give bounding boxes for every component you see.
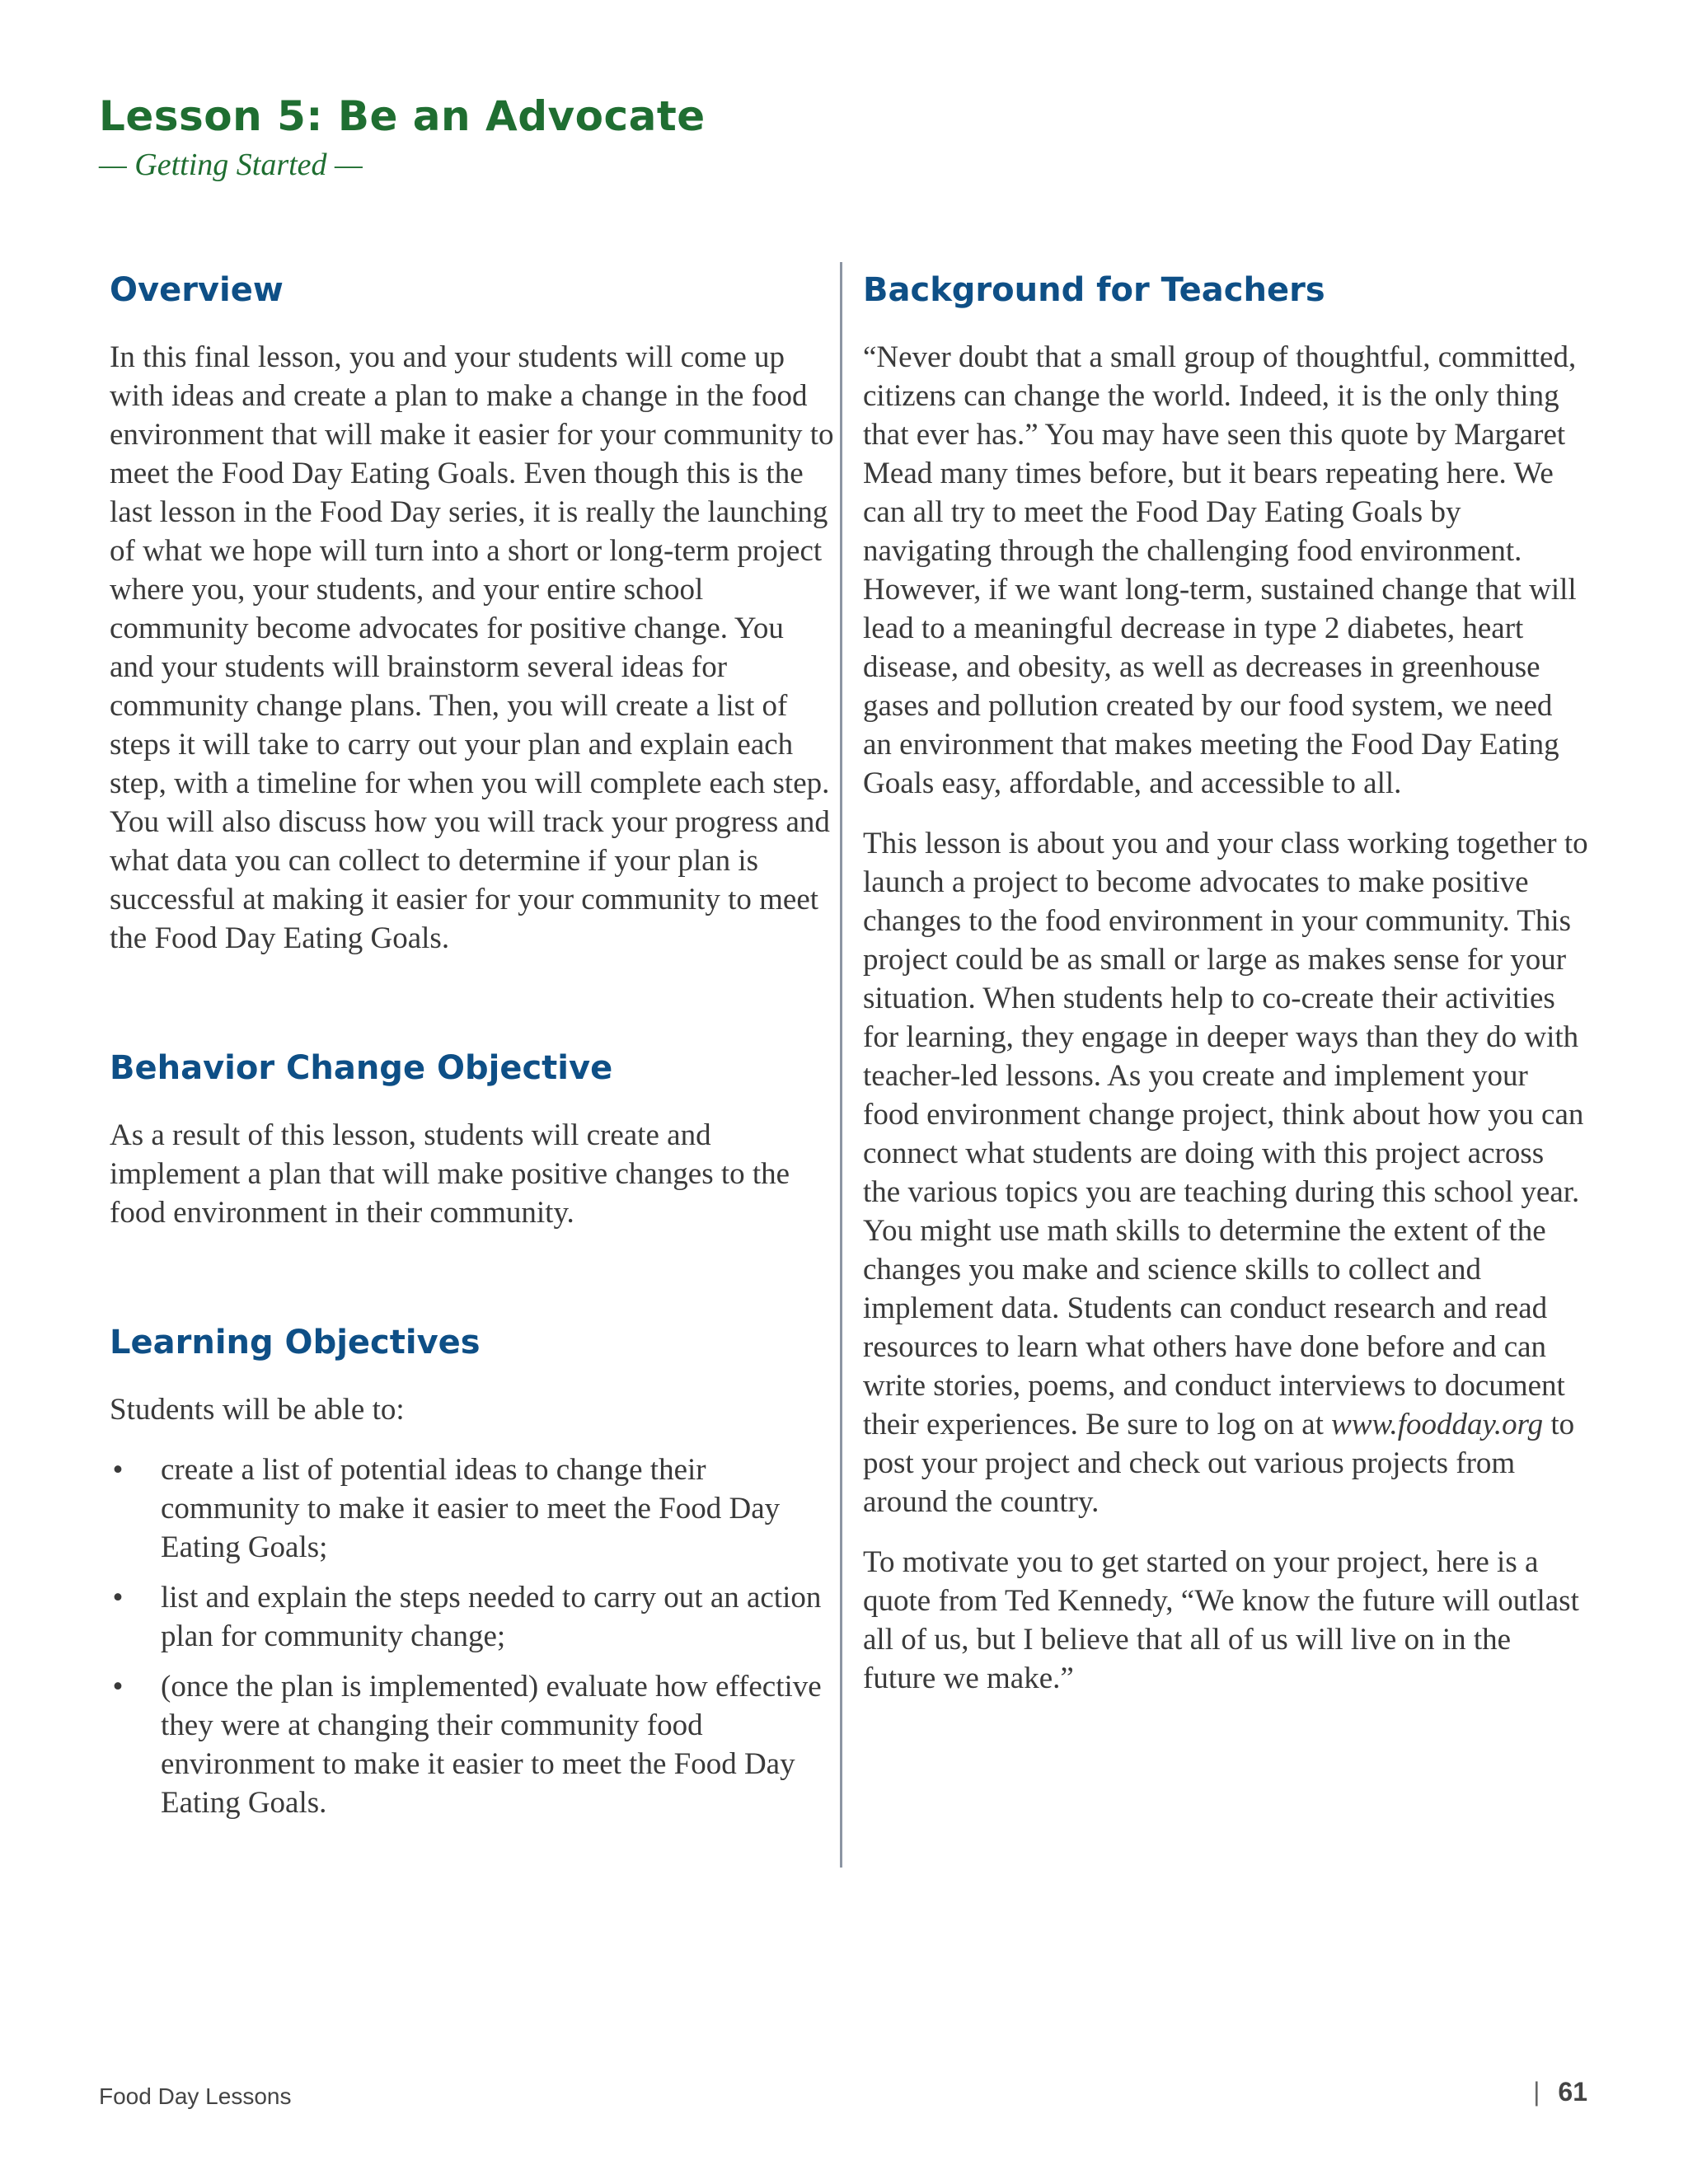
bullet-icon: •	[112, 1670, 124, 1704]
list-item	[110, 1667, 835, 1822]
background-paragraph-1: “Never doubt that a small group of thoughtful, committed, citizens can change the world. Indeed, it is the only thing that ever has.” You may have seen this quote by Margaret Mead many times before, but it bears repeating here. We can all try to meet the Food Day Eating Goals by navigating through the challenging food environment. However, if we want long-term, sustained change that will lead to a meaningful decrease in type 2 diabetes, heart disease, and obesity, as well as decreases in greenhouse gases and pollution created by our food system, we need an environment that makes meeting the Food Day Eating Goals easy, affordable, and accessible to all.	[863, 340, 1577, 800]
background-section	[863, 265, 1588, 1698]
background-paragraph-3: To motivate you to get started on your project, here is a quote from Ted Kennedy, “We know the future will outlast all of us, but I believe that all of us will live on in the future we make.”	[863, 1545, 1579, 1695]
learning-objectives-list	[110, 1451, 835, 1822]
list-item	[110, 1451, 835, 1567]
page-number: 61	[1558, 2077, 1587, 2107]
lesson-title: Lesson 5: Be an Advocate	[99, 92, 706, 140]
lesson-subtitle: — Getting Started —	[99, 148, 363, 182]
behavior-change-text: As a result of this lesson, students will create and implement a plan that will make positive changes to the food environment in their community.	[110, 1118, 790, 1230]
footer-title: Food Day Lessons	[99, 2083, 292, 2109]
learning-objectives-intro: Students will be able to:	[110, 1393, 405, 1427]
bullet-icon: •	[112, 1581, 124, 1615]
learning-objectives-section	[110, 1318, 835, 1822]
foodday-link[interactable]: www.foodday.org	[1331, 1408, 1544, 1441]
list-item-text: (once the plan is implemented) evaluate how effective they were at changing their community food environment to make it easier to meet the Food Day Eating Goals.	[161, 1670, 822, 1820]
paragraph-text: to post your project and check out various projects from around the country.	[863, 1408, 1575, 1519]
background-heading: Background for Teachers	[863, 271, 1325, 309]
page-header	[99, 92, 706, 183]
background-paragraph-2	[863, 824, 1588, 1521]
learning-objectives-heading: Learning Objectives	[110, 1324, 481, 1361]
overview-heading: Overview	[110, 271, 284, 309]
behavior-change-section	[110, 1043, 835, 1232]
list-item-text: create a list of potential ideas to change their community to make it easier to meet the Food Day Eating Goals;	[161, 1453, 781, 1564]
right-column	[863, 265, 1588, 1719]
overview-text: In this final lesson, you and your students will come up with ideas and create a plan to make a change in the food environment that will make it easier for your community to meet the Food Day Eating Goals. Even though this is the last lesson in the Food Day series, it is really the launching of what we hope will turn into a short or long-term project where you, your students, and your entire school community become advocates for positive change. You and your students will brainstorm several ideas for community change plans. Then, you will create a list of steps it will take to carry out your plan and explain each step, with a timeline for when you will complete each step. You will also discuss how you will track your progress and what data you can collect to determine if your plan is successful at making it easier for your community to meet the Food Day Eating Goals.	[110, 340, 834, 955]
footer-page	[1533, 2077, 1587, 2107]
behavior-change-heading: Behavior Change Objective	[110, 1049, 613, 1087]
footer-separator: |	[1533, 2077, 1540, 2107]
paragraph-text: This lesson is about you and your class working together to launch a project to become advocates to make positive changes to the food environment in your community. This project could be as small or large as makes sense for your situation. When students help to co-create their activities for learning, they engage in deeper ways than they do with teacher-led lessons. As you create and implement your food environment change project, think about how you can connect what students are doing with this project across the various topics you are teaching during this school year. You might use math skills to determine the extent of the changes you make and science skills to collect and implement data. Students can conduct research and read resources to learn what others have done before and can write stories, poems, and conduct interviews to document their experiences. Be sure to log on at	[863, 827, 1588, 1441]
left-column	[110, 265, 835, 1834]
list-item	[110, 1578, 835, 1656]
bullet-icon: •	[112, 1453, 124, 1487]
overview-section	[110, 265, 835, 958]
list-item-text: list and explain the steps needed to carry out an action plan for community change;	[161, 1581, 822, 1653]
column-divider	[840, 262, 842, 1868]
